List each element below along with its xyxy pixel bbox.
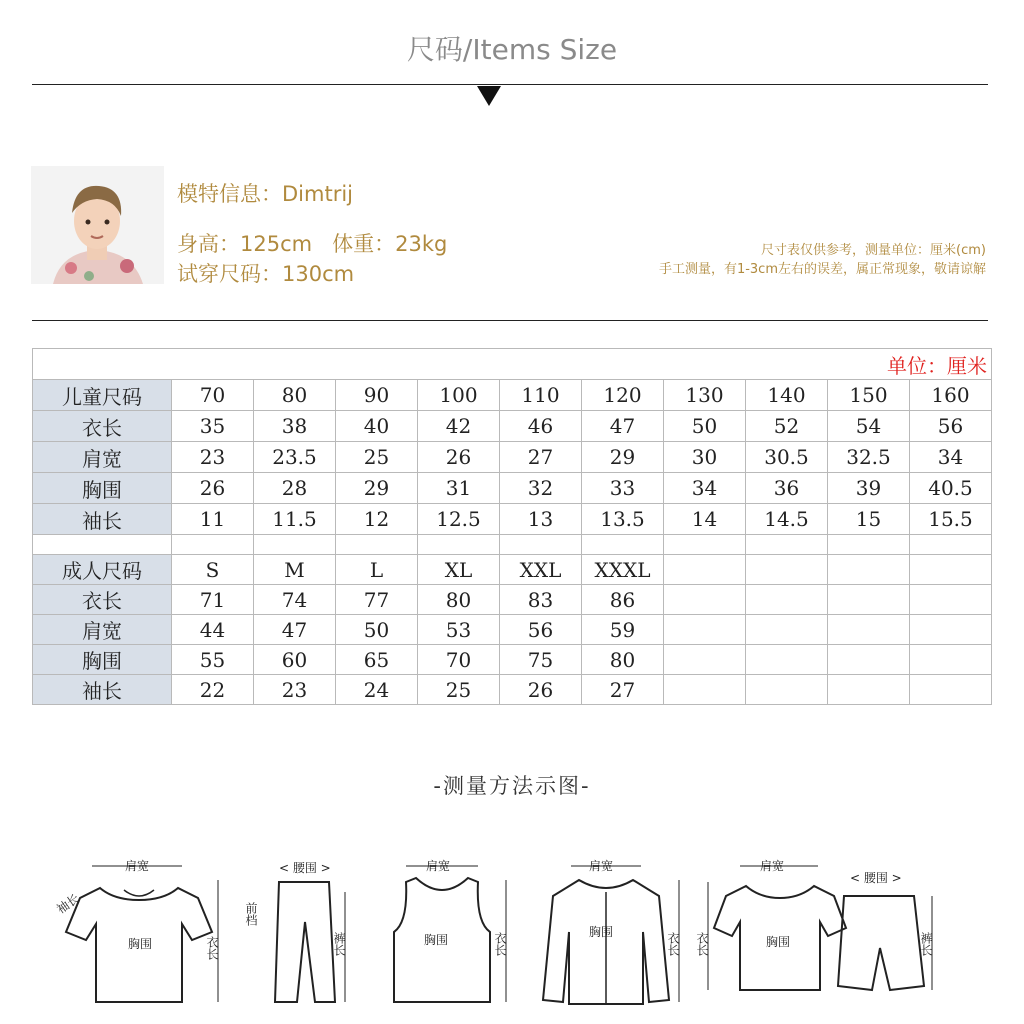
adults-row — [33, 555, 992, 585]
kids-row — [33, 442, 992, 473]
table-cell: 55 — [172, 645, 254, 675]
table-cell — [664, 675, 746, 705]
shorts-waist-label: < 腰围 > — [850, 871, 902, 885]
gap-cell — [254, 535, 336, 555]
jacket-diagram — [535, 852, 685, 1012]
table-cell: 27 — [582, 675, 664, 705]
row-header: 衣长 — [33, 411, 172, 442]
table-cell — [664, 585, 746, 615]
adults-row — [33, 585, 992, 615]
table-cell: 36 — [746, 473, 828, 504]
table-cell: 11 — [172, 504, 254, 535]
table-cell: 11.5 — [254, 504, 336, 535]
gap-cell — [664, 535, 746, 555]
kids-row — [33, 504, 992, 535]
table-cell: 56 — [910, 411, 992, 442]
table-cell: 59 — [582, 615, 664, 645]
table-cell: 80 — [418, 585, 500, 615]
row-header: 袖长 — [33, 504, 172, 535]
table-cell: 34 — [664, 473, 746, 504]
table-cell: L — [336, 555, 418, 585]
table-cell — [664, 555, 746, 585]
gap-cell — [910, 535, 992, 555]
table-cell: 80 — [582, 645, 664, 675]
table-cell: 77 — [336, 585, 418, 615]
row-header: 肩宽 — [33, 615, 172, 645]
table-cell: 29 — [582, 442, 664, 473]
sleeve-label: 袖长 — [54, 891, 82, 917]
table-cell: 14 — [664, 504, 746, 535]
adults-row — [33, 615, 992, 645]
table-cell: 33 — [582, 473, 664, 504]
title-divider — [32, 84, 988, 85]
table-cell — [910, 645, 992, 675]
set-length-label: 衣长 — [695, 932, 709, 956]
table-cell — [746, 675, 828, 705]
table-cell: 53 — [418, 615, 500, 645]
unit-label: 单位：厘米 — [33, 349, 992, 380]
table-cell: S — [172, 555, 254, 585]
adults-row — [33, 645, 992, 675]
table-cell: 30.5 — [746, 442, 828, 473]
gap-cell — [172, 535, 254, 555]
table-cell: 26 — [172, 473, 254, 504]
table-cell — [828, 555, 910, 585]
table-cell — [910, 555, 992, 585]
table-cell — [828, 585, 910, 615]
gap-cell — [582, 535, 664, 555]
table-cell: 32 — [500, 473, 582, 504]
table-cell: 24 — [336, 675, 418, 705]
table-cell: 32.5 — [828, 442, 910, 473]
front-rise-label: 前档 — [244, 902, 258, 926]
table-cell: 56 — [500, 615, 582, 645]
table-cell: 86 — [582, 585, 664, 615]
tank-chest-label: 胸围 — [424, 933, 449, 947]
table-cell: 26 — [418, 442, 500, 473]
tank-shoulder-label: 肩宽 — [426, 859, 451, 873]
table-cell: 15.5 — [910, 504, 992, 535]
table-cell: 22 — [172, 675, 254, 705]
table-cell: 140 — [746, 380, 828, 411]
table-cell: 38 — [254, 411, 336, 442]
model-name-line: 模特信息：Dimtrij — [177, 182, 353, 206]
table-cell: 25 — [418, 675, 500, 705]
table-cell: 12 — [336, 504, 418, 535]
table-cell: 15 — [828, 504, 910, 535]
tank-length-label: 衣长 — [493, 932, 507, 956]
waist-label: < 腰围 > — [279, 861, 331, 875]
table-cell: 25 — [336, 442, 418, 473]
table-cell — [746, 585, 828, 615]
tanktop-diagram — [380, 852, 520, 1012]
table-gap-row — [33, 535, 992, 555]
table-cell: 54 — [828, 411, 910, 442]
row-header: 儿童尺码 — [33, 380, 172, 411]
table-cell: 74 — [254, 585, 336, 615]
table-cell: M — [254, 555, 336, 585]
chest-label: 胸围 — [128, 937, 153, 951]
gap-cell — [418, 535, 500, 555]
table-cell: 47 — [582, 411, 664, 442]
model-stats-line: 身高：125cm 体重：23kg — [177, 232, 448, 256]
table-cell: 23 — [254, 675, 336, 705]
table-cell: 34 — [910, 442, 992, 473]
table-cell — [746, 645, 828, 675]
kids-row — [33, 380, 992, 411]
gap-cell — [33, 535, 172, 555]
table-cell: 70 — [418, 645, 500, 675]
table-cell — [828, 645, 910, 675]
table-cell — [910, 585, 992, 615]
table-cell: 13.5 — [582, 504, 664, 535]
table-cell: 13 — [500, 504, 582, 535]
kids-row — [33, 411, 992, 442]
gap-cell — [746, 535, 828, 555]
table-cell: 23 — [172, 442, 254, 473]
row-header: 肩宽 — [33, 442, 172, 473]
table-cell: 23.5 — [254, 442, 336, 473]
pants-diagram — [245, 852, 355, 1012]
table-cell — [828, 675, 910, 705]
table-cell: 12.5 — [418, 504, 500, 535]
table-divider — [32, 320, 988, 321]
table-cell: 50 — [664, 411, 746, 442]
row-header: 衣长 — [33, 585, 172, 615]
table-cell: 31 — [418, 473, 500, 504]
table-cell: XL — [418, 555, 500, 585]
adults-row — [33, 675, 992, 705]
page-title: 尺码/Items Size — [406, 33, 618, 66]
table-cell: 39 — [828, 473, 910, 504]
set-shoulder-label: 肩宽 — [760, 859, 785, 873]
size-note-line-1: 尺寸表仅供参考，测量单位：厘米(cm) — [761, 243, 986, 258]
table-cell: 120 — [582, 380, 664, 411]
table-cell: 130 — [664, 380, 746, 411]
gap-cell — [828, 535, 910, 555]
row-header: 胸围 — [33, 645, 172, 675]
table-cell: 60 — [254, 645, 336, 675]
table-cell: 80 — [254, 380, 336, 411]
gap-cell — [500, 535, 582, 555]
table-cell: 65 — [336, 645, 418, 675]
diagram-title: -测量方法示图- — [433, 774, 591, 798]
table-cell — [664, 615, 746, 645]
table-cell: 75 — [500, 645, 582, 675]
table-cell: 35 — [172, 411, 254, 442]
pants-length-label: 裤长 — [332, 932, 346, 956]
table-cell: 160 — [910, 380, 992, 411]
row-header: 成人尺码 — [33, 555, 172, 585]
set-diagram — [695, 852, 940, 1012]
table-cell: 28 — [254, 473, 336, 504]
table-cell: 30 — [664, 442, 746, 473]
set-chest-label: 胸围 — [766, 935, 791, 949]
table-cell: 44 — [172, 615, 254, 645]
jacket-shoulder-label: 肩宽 — [589, 859, 614, 873]
table-cell — [910, 615, 992, 645]
unit-row — [33, 349, 992, 380]
down-arrow-icon — [477, 86, 501, 106]
table-cell: 40 — [336, 411, 418, 442]
model-trial-size-line: 试穿尺码：130cm — [177, 262, 355, 286]
table-cell: 40.5 — [910, 473, 992, 504]
row-header: 胸围 — [33, 473, 172, 504]
gap-cell — [336, 535, 418, 555]
table-cell: 29 — [336, 473, 418, 504]
table-cell: XXL — [500, 555, 582, 585]
tshirt-diagram — [52, 852, 232, 1012]
table-cell: 70 — [172, 380, 254, 411]
table-cell: 110 — [500, 380, 582, 411]
table-cell: 27 — [500, 442, 582, 473]
model-photo — [31, 166, 164, 284]
table-cell: 83 — [500, 585, 582, 615]
table-cell: 26 — [500, 675, 582, 705]
size-note-line-2: 手工测量，有1-3cm左右的误差，属正常现象，敬请谅解 — [658, 262, 986, 277]
table-cell: 47 — [254, 615, 336, 645]
table-cell: 42 — [418, 411, 500, 442]
shoulder-label: 肩宽 — [125, 859, 150, 873]
table-cell: 46 — [500, 411, 582, 442]
table-cell: 100 — [418, 380, 500, 411]
table-cell: 50 — [336, 615, 418, 645]
table-cell: 14.5 — [746, 504, 828, 535]
shorts-length-label: 裤长 — [919, 932, 933, 956]
kids-row — [33, 473, 992, 504]
table-cell — [828, 615, 910, 645]
jacket-length-label: 衣长 — [666, 932, 680, 956]
table-cell: 90 — [336, 380, 418, 411]
size-table — [32, 348, 992, 705]
jacket-chest-label: 胸围 — [589, 925, 614, 939]
table-cell — [910, 675, 992, 705]
table-cell: 150 — [828, 380, 910, 411]
table-cell: 52 — [746, 411, 828, 442]
table-cell — [746, 615, 828, 645]
row-header: 袖长 — [33, 675, 172, 705]
length-label: 衣长 — [205, 936, 219, 960]
table-cell — [746, 555, 828, 585]
table-cell: XXXL — [582, 555, 664, 585]
table-cell: 71 — [172, 585, 254, 615]
table-cell — [664, 645, 746, 675]
